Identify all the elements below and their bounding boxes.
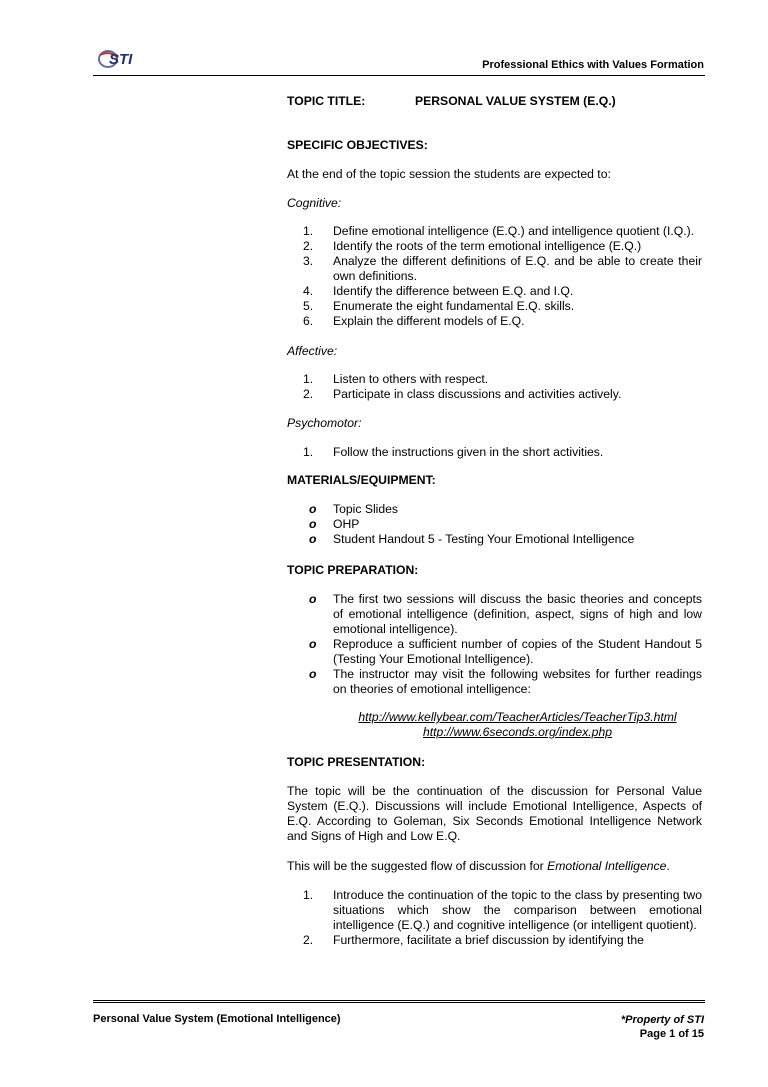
list-item: 1. Listen to others with respect.: [303, 372, 489, 386]
affective-list: [287, 372, 702, 402]
presentation-steps: [287, 888, 702, 948]
list-item: 1. Follow the instructions given in the short activities.: [303, 445, 604, 459]
footer-topic: Personal Value System (Emotional Intelligence): [93, 1013, 341, 1025]
reference-links: [287, 710, 702, 740]
list-item: o The first two sessions will discuss the basic theories and concepts of emotional intelligence (definition, aspect, signs of high and low emotional intelligence).: [309, 592, 702, 636]
footer-divider: [93, 1000, 705, 1001]
logo-text: STI: [109, 51, 133, 68]
list-item: 6. Explain the different models of E.Q.: [303, 314, 525, 328]
list-item: o Reproduce a sufficient number of copies of the Student Handout 5 (Testing Your Emotional Intelligence).: [309, 637, 702, 666]
list-item: o Student Handout 5 - Testing Your Emotional Intelligence: [309, 532, 635, 546]
list-item: 3. Analyze the different definitions of E.Q. and be able to create their own definitions.: [303, 254, 702, 283]
cognitive-list: [287, 224, 702, 329]
objectives-intro: At the end of the topic session the students are expected to:: [287, 167, 611, 181]
list-item: o The instructor may visit the following websites for further readings on theories of emotional intelligence:: [309, 667, 702, 696]
list-item: 2. Furthermore, facilitate a brief discussion by identifying the: [303, 933, 644, 947]
list-item: o OHP: [309, 517, 360, 531]
list-item: 2. Participate in class discussions and activities actively.: [303, 387, 622, 401]
list-item: o Topic Slides: [309, 502, 399, 516]
psychomotor-list: [287, 445, 702, 460]
psychomotor-label: Psychomotor:: [287, 416, 362, 430]
list-item: 2. Identify the roots of the term emotional intelligence (E.Q.): [303, 239, 642, 253]
topic-title-row: [287, 94, 702, 109]
flow-sentence: This will be the suggested flow of discussion for Emotional Intelligence.: [287, 859, 670, 873]
document-body: [287, 94, 702, 948]
page-number: Page 1 of 15: [639, 1028, 704, 1040]
materials-list: [287, 502, 702, 547]
sti-logo: [96, 46, 142, 70]
affective-label: Affective:: [287, 344, 338, 358]
link-kellybear[interactable]: http://www.kellybear.com/TeacherArticles/TeacherTip3.html: [358, 710, 677, 724]
preparation-heading: TOPIC PREPARATION:: [287, 563, 419, 577]
presentation-paragraph: The topic will be the continuation of the discussion for Personal Value System (E.Q.). Discussions will include Emotional Intelligence, Aspects of E.Q. According to Goleman, Six Seconds Emotional Intelligence Network and Signs of High and Low E.Q.: [287, 784, 702, 843]
topic-title-label: TOPIC TITLE:: [287, 94, 366, 108]
footer-divider-second: [93, 1002, 705, 1003]
list-item: 1. Define emotional intelligence (E.Q.) and intelligence quotient (I.Q.).: [303, 224, 695, 238]
list-item: 5. Enumerate the eight fundamental E.Q. skills.: [303, 299, 575, 313]
presentation-heading: TOPIC PRESENTATION:: [287, 755, 426, 769]
topic-title-value: PERSONAL VALUE SYSTEM (E.Q.): [415, 94, 616, 108]
preparation-list: [287, 592, 702, 697]
objectives-heading: SPECIFIC OBJECTIVES:: [287, 138, 428, 152]
header-divider: [93, 75, 705, 76]
list-item: 1. Introduce the continuation of the topic to the class by presenting two situations which show the comparison between emotional intelligence (E.Q.) and cognitive intelligence (or intelligent quotient).: [303, 888, 702, 932]
footer-property: *Property of STI: [620, 1014, 704, 1026]
cognitive-label: Cognitive:: [287, 196, 342, 210]
course-title: Professional Ethics with Values Formation: [482, 59, 704, 71]
footer-meta: [621, 1013, 704, 1041]
materials-heading: MATERIALS/EQUIPMENT:: [287, 473, 436, 487]
list-item: 4. Identify the difference between E.Q. and I.Q.: [303, 284, 574, 298]
link-6seconds[interactable]: http://www.6seconds.org/index.php: [422, 725, 613, 739]
